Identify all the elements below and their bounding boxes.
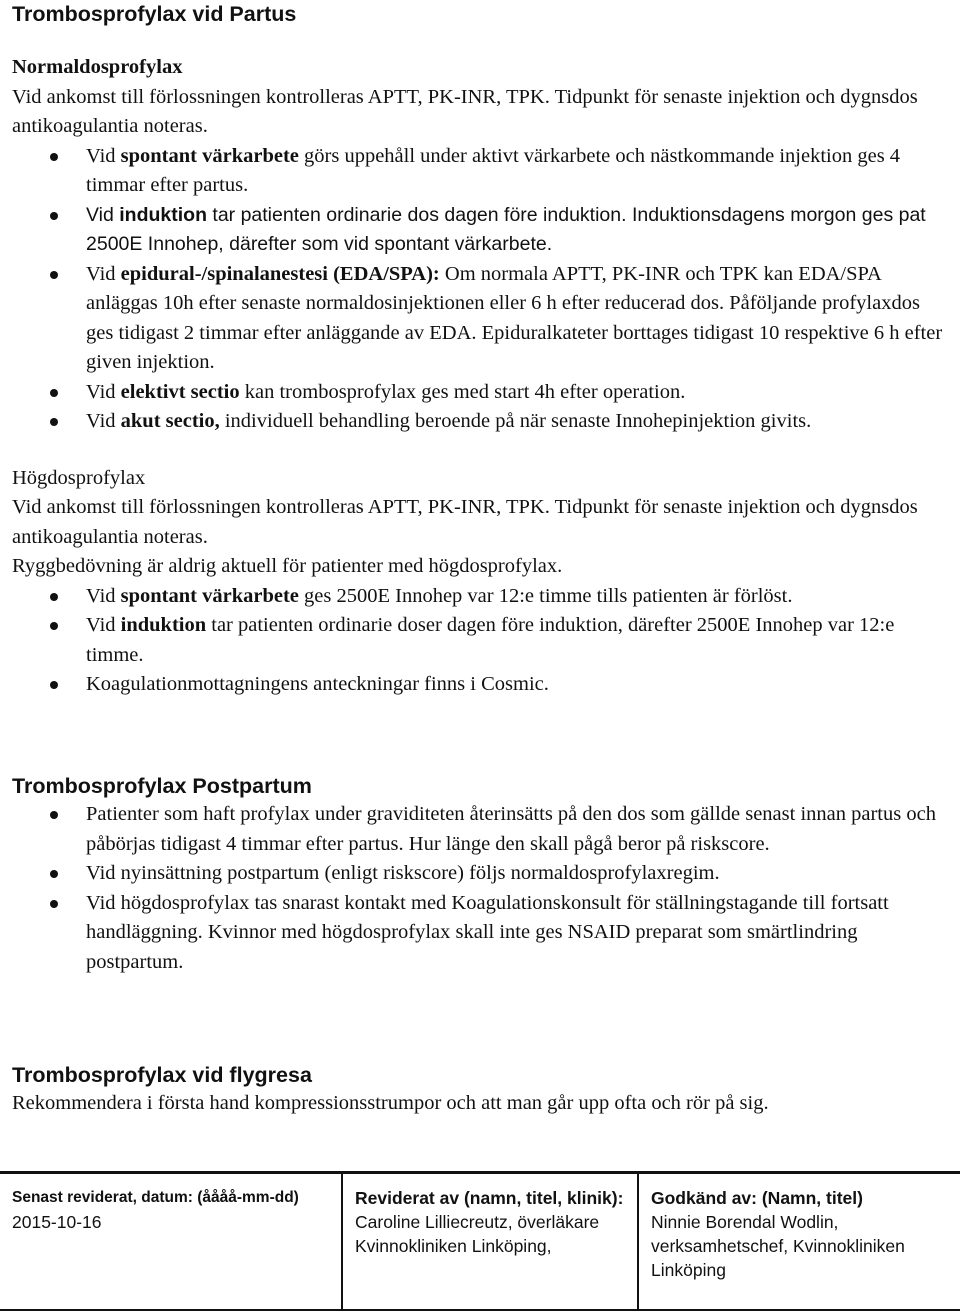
bullet-icon — [50, 900, 58, 908]
list-item: Vid spontant värkarbete görs uppehåll under aktivt värkarbete och nästkommande injektion ges 4 timmar efter partus. — [12, 142, 952, 201]
footer-cell-date — [0, 1174, 343, 1309]
footer-value-date: 2015-10-16 — [12, 1212, 102, 1232]
list-item: Vid induktion tar patienten ordinarie doser dagen före induktion, därefter 2500E Innohep var 12:e timme. — [12, 611, 952, 670]
footer-value-revised-by: Caroline Lilliecreutz, överläkare Kvinnokliniken Linköping, — [355, 1212, 600, 1256]
bullet-icon — [50, 418, 58, 426]
bullet-icon — [50, 153, 58, 161]
footer-value-approved-by: Ninnie Borendal Wodlin, verksamhetschef, Kvinnokliniken Linköping — [651, 1212, 905, 1280]
footer-cell-revised-by — [343, 1174, 639, 1309]
section-postpartum — [12, 772, 952, 977]
hogdos-note: Ryggbedövning är aldrig aktuell för patienter med högdosprofylax. — [12, 555, 563, 577]
normaldos-list — [12, 142, 952, 437]
section-partus — [12, 0, 952, 700]
bullet-icon — [50, 811, 58, 819]
list-item: Vid akut sectio, individuell behandling beroende på när senaste Innohepinjektion givits. — [12, 407, 952, 437]
subheading-hogdos: Högdosprofylax — [12, 466, 146, 489]
bullet-icon — [50, 681, 58, 689]
bullet-icon — [50, 593, 58, 601]
footer-label-date: Senast reviderat, datum: (åååå-mm-dd) — [12, 1189, 299, 1206]
section-title-flygresa: Trombosprofylax vid flygresa — [12, 1063, 312, 1087]
list-item: Patienter som haft profylax under graviditeten återinsätts på den dos som gällde senast innan partus och påbörjas tidigast 4 timmar efter partus. Hur länge den skall pågå beror på riskscore. — [12, 800, 952, 859]
bullet-icon — [50, 271, 58, 279]
list-item: Vid elektivt sectio kan trombosprofylax ges med start 4h efter operation. — [12, 378, 952, 408]
flygresa-text: Rekommendera i första hand kompressionsstrumpor och att man går upp ofta och rör på sig. — [12, 1092, 769, 1114]
list-item: Vid nyinsättning postpartum (enligt riskscore) följs normaldosprofylaxregim. — [12, 859, 952, 889]
list-item: Vid högdosprofylax tas snarast kontakt med Koagulationskonsult för ställningstagande till fortsatt handläggning. Kvinnor med högdosprofylax skall inte ges NSAID preparat som smärtlindring postpartum. — [12, 889, 952, 978]
hogdos-intro: Vid ankomst till förlossningen kontrolleras APTT, PK-INR, TPK. Tidpunkt för senaste injektion och dygnsdos antikoagulantia noteras. — [12, 496, 918, 548]
list-item: Koagulationmottagningens anteckningar finns i Cosmic. — [12, 670, 952, 700]
list-item: Vid epidural-/spinalanestesi (EDA/SPA): Om normala APTT, PK-INR och TPK kan EDA/SPA anläggas 10h efter senaste normaldosinjektionen eller 6 h efter reducerad dos. Påföljande profylaxdos ges tidigast 2 timmar efter anläggande av EDA. Epiduralkateter borttages tidigast 10 respektive 6 h efter given injektion. — [12, 260, 952, 378]
section-title-partus: Trombosprofylax vid Partus — [12, 2, 297, 26]
postpartum-list — [12, 800, 952, 977]
bullet-icon — [50, 870, 58, 878]
bullet-icon — [50, 212, 58, 220]
section-title-postpartum: Trombosprofylax Postpartum — [12, 774, 312, 798]
list-item: Vid induktion tar patienten ordinarie dos dagen före induktion. Induktionsdagens morgon ges pat 2500E Innohep, därefter som vid spontant värkarbete. — [12, 201, 952, 260]
bullet-icon — [50, 389, 58, 397]
hogdos-list — [12, 582, 952, 700]
normaldos-intro: Vid ankomst till förlossningen kontrolleras APTT, PK-INR, TPK. Tidpunkt för senaste injektion och dygnsdos antikoagulantia noteras. — [12, 85, 918, 137]
list-item: Vid spontant värkarbete ges 2500E Innohep var 12:e timme tills patienten är förlöst. — [12, 582, 952, 612]
footer-cell-approved-by — [639, 1174, 960, 1309]
section-flygresa — [12, 1061, 952, 1119]
footer-label-revised-by: Reviderat av (namn, titel, klinik): — [355, 1188, 624, 1208]
footer-label-approved-by: Godkänd av: (Namn, titel) — [651, 1188, 863, 1208]
subheading-normaldos: Normaldosprofylax — [12, 56, 183, 78]
revision-footer — [0, 1171, 960, 1311]
bullet-icon — [50, 622, 58, 630]
